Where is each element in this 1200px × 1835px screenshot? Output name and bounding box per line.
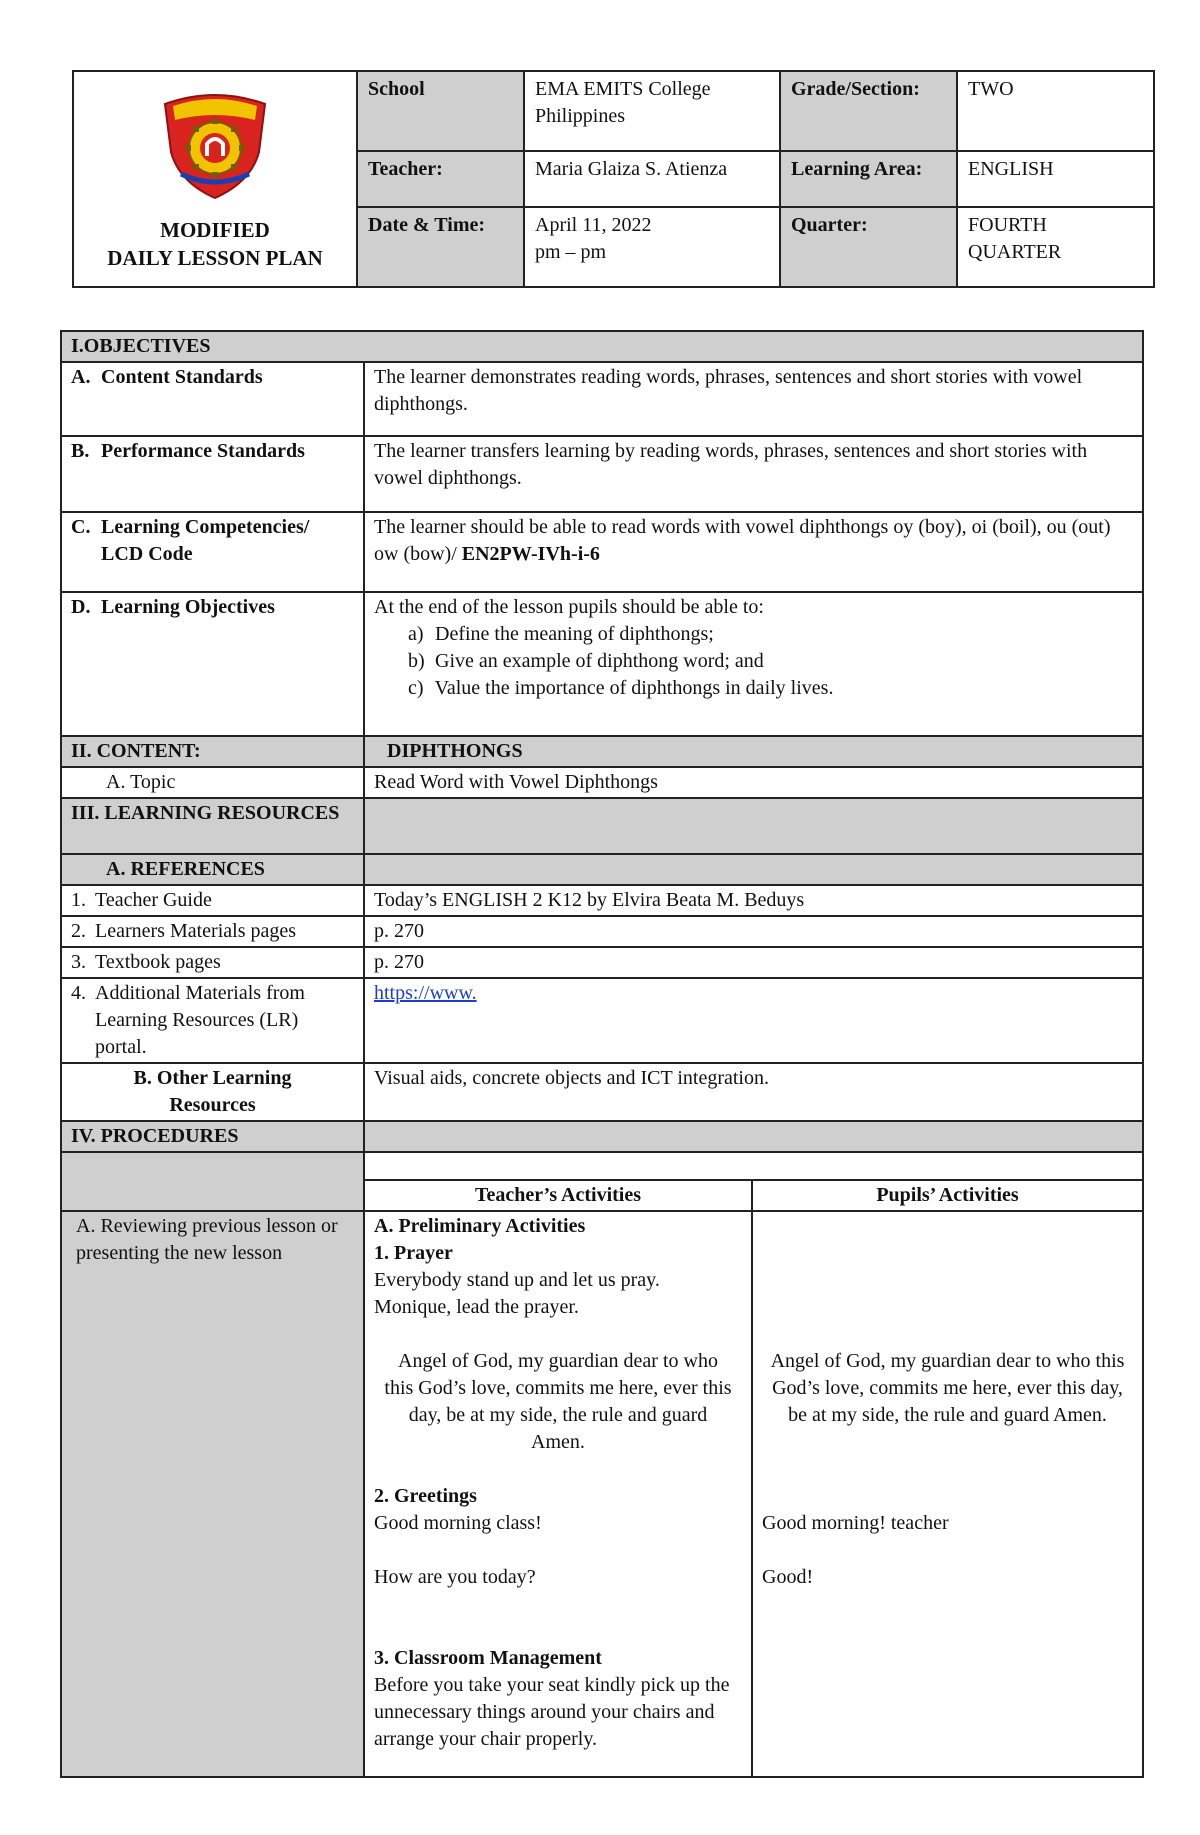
- references-heading: A. REFERENCES: [61, 854, 364, 885]
- reference-row-label: [61, 916, 364, 947]
- teacher-label: Teacher:: [357, 151, 524, 207]
- quarter-value: FOURTH QUARTER: [957, 207, 1154, 287]
- list-item: [408, 648, 1133, 675]
- topic-value: Read Word with Vowel Diphthongs: [364, 767, 1143, 798]
- list-item: [408, 675, 1133, 702]
- school-logo-icon: [155, 90, 275, 202]
- management-heading: 3. Classroom Management: [374, 1647, 602, 1669]
- list-item-text: Define the meaning of diphthongs;: [435, 623, 714, 645]
- prayer-heading: 1. Prayer: [374, 1242, 453, 1264]
- reference-num: 3.: [71, 951, 86, 973]
- learning-objectives-letter: D.: [71, 596, 91, 618]
- content-standards-label: [61, 362, 364, 436]
- list-item: [408, 621, 1133, 648]
- competencies-value: [364, 512, 1143, 592]
- procedures-heading: IV. PROCEDURES: [61, 1121, 364, 1152]
- learning-objectives-text: Learning Objectives: [101, 596, 275, 618]
- reference-label: Textbook pages: [95, 951, 221, 973]
- content-standards-value: The learner demonstrates reading words, phrases, sentences and short stories with vowel diphthongs.: [364, 362, 1143, 436]
- competencies-label: [61, 512, 364, 592]
- plan-title-2: DAILY LESSON PLAN: [107, 246, 323, 270]
- procedure-step-label: A. Reviewing previous lesson or presenting the new lesson: [61, 1211, 364, 1777]
- grade-value: TWO: [957, 71, 1154, 151]
- additional-label: Additional Materials from Learning Resources (LR) portal.: [95, 982, 305, 1058]
- performance-standards-text: Performance Standards: [101, 440, 305, 462]
- list-item-letter: a): [408, 623, 424, 645]
- teacher-activities-cell: [364, 1211, 752, 1777]
- performance-standards-letter: B.: [71, 440, 90, 462]
- pupil-prayer-text: Angel of God, my guardian dear to who this God’s love, commits me here, ever this day, be at my side, the rule and guard Amen.: [770, 1350, 1125, 1426]
- other-resources-label: B. Other Learning Resources: [61, 1063, 364, 1121]
- content-heading: II. CONTENT:: [61, 736, 364, 767]
- additional-num: 4.: [71, 982, 86, 1004]
- teacher-activities-header: Teacher’s Activities: [364, 1180, 752, 1211]
- date-value-1: April 11, 2022: [535, 214, 652, 236]
- reference-num: 1.: [71, 889, 86, 911]
- competencies-letter: C.: [71, 516, 91, 538]
- content-value: DIPHTHONGS: [364, 736, 1143, 767]
- references-heading-blank: [364, 854, 1143, 885]
- list-item-text: Value the importance of diphthongs in daily lives.: [434, 677, 834, 699]
- teacher-greeting: Good morning class!: [374, 1512, 542, 1534]
- reference-label: Learners Materials pages: [95, 920, 297, 942]
- pupil-answer: Good!: [762, 1566, 814, 1588]
- greetings-heading: 2. Greetings: [374, 1485, 477, 1507]
- date-label: Date & Time:: [357, 207, 524, 287]
- reference-value: p. 270: [364, 916, 1143, 947]
- performance-standards-value: The learner transfers learning by reading words, phrases, sentences and short stories with vowel diphthongs.: [364, 436, 1143, 512]
- resources-heading-blank: [364, 798, 1143, 854]
- date-value-2: pm – pm: [535, 241, 607, 263]
- procedures-blank-cell: [61, 1152, 364, 1211]
- reference-num: 2.: [71, 920, 86, 942]
- list-item-letter: c): [408, 677, 424, 699]
- school-value: EMA EMITS College Philippines: [524, 71, 780, 151]
- header-table: [72, 70, 1155, 288]
- preliminary-heading: A. Preliminary Activities: [374, 1215, 586, 1237]
- reference-row-label: [61, 885, 364, 916]
- competencies-text-value: The learner should be able to read words with vowel diphthongs oy (boy), oi (boil), ou (out) ow (bow)/: [374, 516, 1111, 565]
- prayer-text: Angel of God, my guardian dear to who this God’s love, commits me here, ever this day, be at my side, the rule and guard Amen.: [384, 1350, 732, 1453]
- procedures-blank-row: [364, 1152, 1143, 1180]
- competencies-code: EN2PW-IVh-i-6: [461, 543, 600, 565]
- prayer-instruction: Everybody stand up and let us pray. Monique, lead the prayer.: [374, 1269, 660, 1318]
- learning-objectives-label: [61, 592, 364, 736]
- resources-heading: III. LEARNING RESOURCES: [61, 798, 364, 854]
- competencies-text: Learning Competencies/ LCD Code: [101, 516, 310, 565]
- grade-label: Grade/Section:: [780, 71, 957, 151]
- management-text: Before you take your seat kindly pick up the unnecessary things around your chairs and arrange your chair properly.: [374, 1674, 730, 1750]
- additional-materials-value: [364, 978, 1143, 1063]
- topic-label: A. Topic: [61, 767, 364, 798]
- teacher-value: Maria Glaiza S. Atienza: [524, 151, 780, 207]
- performance-standards-label: [61, 436, 364, 512]
- pupils-activities-header: Pupils’ Activities: [752, 1180, 1143, 1211]
- pupil-greeting: Good morning! teacher: [762, 1512, 949, 1534]
- list-item-letter: b): [408, 650, 425, 672]
- plan-title-1: MODIFIED: [160, 218, 270, 242]
- procedures-heading-blank: [364, 1121, 1143, 1152]
- reference-value: Today’s ENGLISH 2 K12 by Elvira Beata M. Beduys: [364, 885, 1143, 916]
- area-label: Learning Area:: [780, 151, 957, 207]
- lr-portal-link[interactable]: https://www.: [374, 982, 477, 1004]
- logo-title-cell: [73, 71, 357, 287]
- reference-label: Teacher Guide: [95, 889, 212, 911]
- objectives-heading: I.OBJECTIVES: [61, 331, 1143, 362]
- pupils-activities-cell: [752, 1211, 1143, 1777]
- content-standards-letter: A.: [71, 366, 91, 388]
- quarter-label: Quarter:: [780, 207, 957, 287]
- content-standards-text: Content Standards: [101, 366, 263, 388]
- additional-materials-label: [61, 978, 364, 1063]
- learning-objectives-intro: At the end of the lesson pupils should be able to:: [374, 596, 764, 618]
- lesson-plan-table: [60, 330, 1144, 1778]
- school-label: School: [357, 71, 524, 151]
- learning-objectives-list: [374, 621, 1133, 702]
- other-resources-value: Visual aids, concrete objects and ICT integration.: [364, 1063, 1143, 1121]
- date-value: [524, 207, 780, 287]
- learning-objectives-value: [364, 592, 1143, 736]
- area-value: ENGLISH: [957, 151, 1154, 207]
- reference-row-label: [61, 947, 364, 978]
- teacher-question: How are you today?: [374, 1566, 536, 1588]
- list-item-text: Give an example of diphthong word; and: [435, 650, 764, 672]
- reference-value: p. 270: [364, 947, 1143, 978]
